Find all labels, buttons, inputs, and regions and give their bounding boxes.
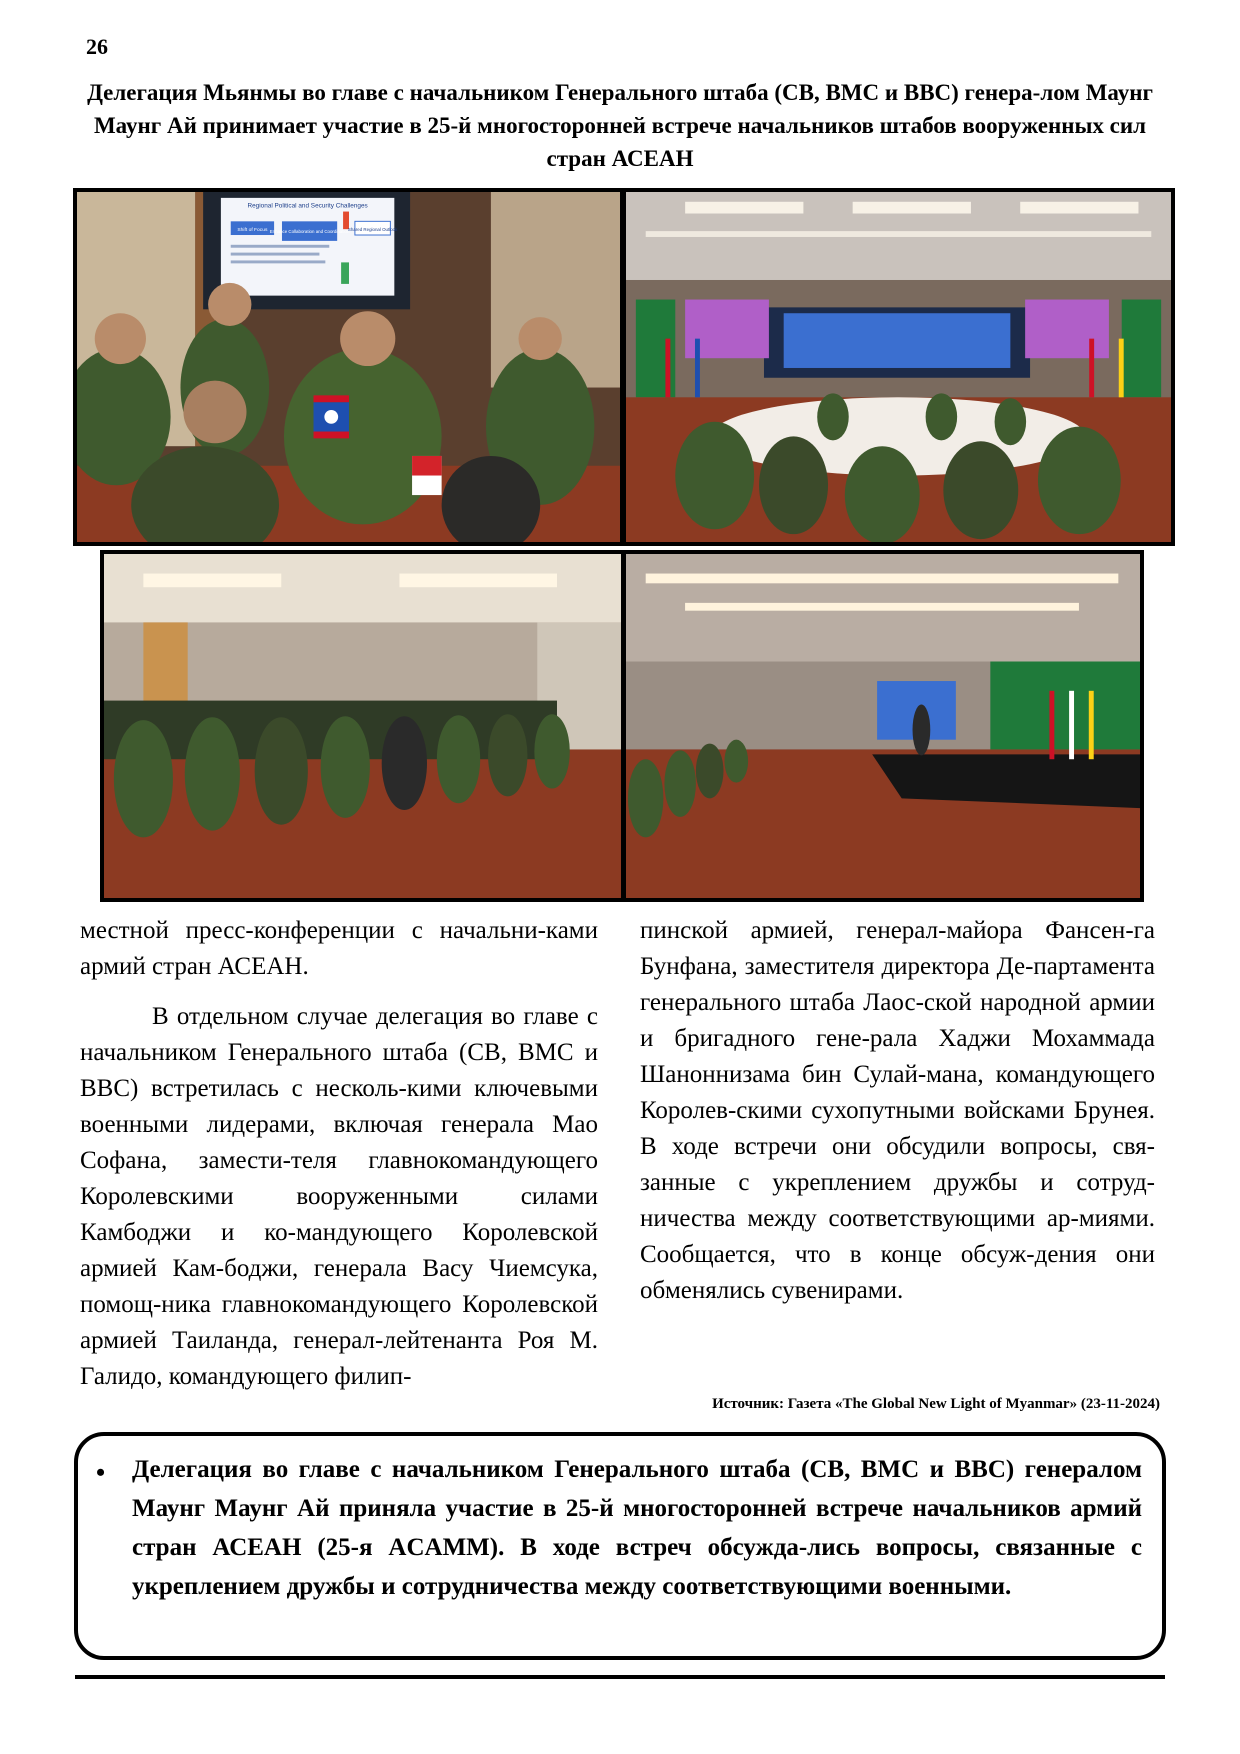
bullet-marker: • — [96, 1458, 106, 1487]
slide-right-box: Shared Regional Outlook — [347, 227, 398, 233]
source-credit: Источник: Газета «The Global New Light of Myanmar» (23-11-2024) — [712, 1396, 1160, 1412]
text-column-right — [640, 913, 1155, 1309]
bottom-divider — [75, 1675, 1165, 1679]
paragraph: В отдельном случае делегация во главе с начальником Генерального штаба (СВ, ВМС и ВВС) встретилась с несколь-кими ключевыми военными лидерами, включая генерала Мао Софана, замести-теля главнокомандующего Королевскими вооруженными силами Камбоджи и ко-мандующего Королевской армией Кам-боджи, генерала Васу Чиемсука, помощ-ника главнокомандующего Королевской армией Таиланда, генерал-лейтенанта Роя М. Галидо, командующего филип- — [80, 1003, 598, 1390]
article-headline: Делегация Мьянмы во главе с начальником Генерального штаба (СВ, ВМС и ВВС) генера-лом Маунг Маунг Ай принимает участие в 25-й многосторонней встрече начальников штабов вооруженных сил стран АСЕАН — [87, 80, 1153, 171]
text-column-left — [80, 913, 598, 1395]
stage-ceremony-illustration — [626, 554, 1140, 898]
slide-title: Regional Political and Security Challenges — [247, 202, 368, 210]
stage-banner — [990, 662, 1140, 750]
summary-text: Делегация во главе с начальником Генерального штаба (СВ, ВМС и ВВС) генералом Маунг Маунг Ай приняла участие в 25-й многосторонней встрече начальников армий стран АСЕАН (25-я ACAMM). В ходе встреч обсужда-лись вопросы, связанные с укреплением дружбы и сотрудничества между соответствующими военными. — [132, 1456, 1142, 1600]
main-screen — [784, 313, 1011, 368]
slide-left-box: Shift of Focus — [237, 228, 268, 234]
summary-box — [74, 1432, 1166, 1660]
slide-middle-box: Enhance Collaboration and Coordination — [269, 229, 350, 235]
photo-seated-officers — [100, 550, 625, 902]
page-number: 26 — [86, 34, 108, 59]
conference-hall-illustration — [626, 192, 1171, 542]
delegation-photo-illustration — [77, 192, 620, 542]
paragraph: местной пресс-конференции с начальни-ками армий стран АСЕАН. — [80, 917, 598, 980]
photo-delegation-at-table — [73, 188, 624, 546]
seated-officers-illustration — [104, 554, 621, 898]
photo-conference-round-table — [622, 188, 1175, 546]
paragraph: пинской армией, генерал-майора Фансен-га Бунфана, заместителя директора Де-партамента генерального штаба Лаос-ской народной армии и бригадного гене-рала Хаджи Мохаммада Шаноннизама бин Сулай-мана, командующего Королев-скими сухопутными войсками Брунея. В ходе встречи они обсудили вопросы, свя-занные с укреплением дружбы и сотруд-ничества между соответствующими ар-миями. Сообщается, что в конце обсуж-дения они обменялись сувенирами. — [640, 917, 1155, 1304]
photo-stage-ceremony — [622, 550, 1144, 902]
